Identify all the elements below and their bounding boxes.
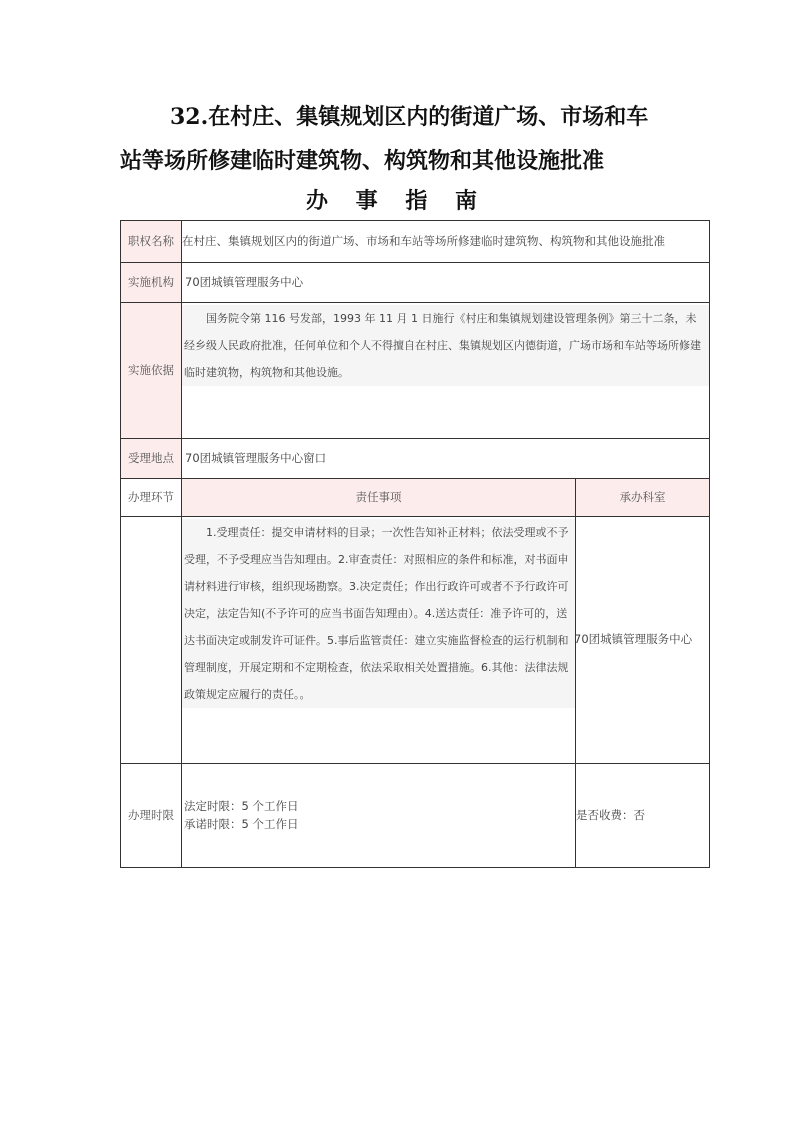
fee-text: 是否收费：否 [576,807,645,822]
promised-time-limit: 承诺时限：5 个工作日 [184,816,299,831]
row-time-limit [121,764,710,868]
row-authority-name [121,221,710,263]
process-empty-cell [121,517,182,764]
guide-table [120,220,710,868]
authority-name-value: 在村庄、集镇规划区内的街道广场、市场和车站等场所修建临时建筑物、构筑物和其他设施批准 [182,221,710,263]
document-title-line-1: 32.在村庄、集镇规划区内的街道广场、市场和车 [170,104,649,130]
row-agency [121,263,710,303]
location-value [182,439,710,479]
authority-name-label: 职权名称 [121,221,182,263]
location-label: 受理地点 [121,439,182,479]
document-subtitle: 办 事 指 南 [306,188,487,214]
agency-label: 实施机构 [121,263,182,303]
duty-cell [182,517,576,764]
duty-column-header: 责任事项 [182,479,576,517]
process-label: 办理环节 [121,479,182,517]
agency-value [182,263,710,303]
row-basis [121,303,710,439]
dept-column-header: 承办科室 [576,479,710,517]
document-title-line-2: 站等场所修建临时建筑物、构筑物和其他设施批准 [120,148,605,174]
basis-label: 实施依据 [121,303,182,439]
row-process-body [121,517,710,764]
row-location [121,439,710,479]
basis-text: 国务院令第 116 号发部，1993 年 11 月 1 日施行《村庄和集镇规划建设管理条例》第三十二条，未经乡级人民政府批准，任何单位和个人不得擅自在村庄、集镇规划区内德街道，广场市场和车站等场所修建临时建筑物，构筑物和其他设施。 [182,305,709,386]
basis-cell [182,303,710,439]
time-limit-label: 办理时限 [121,764,182,868]
dept-text: 70团城镇管理服务中心 [574,632,693,647]
agency-text: 70团城镇管理服务中心 [185,274,304,289]
dept-cell [576,517,710,764]
time-limit-cell [182,764,576,868]
row-process-header [121,479,710,517]
duty-text: 1.受理责任：提交申请材料的目录；一次性告知补正材料；依法受理或不予受理，不予受理应当告知理由。2.审查责任：对照相应的条件和标准，对书面申请材料进行审核，组织现场勘察。3.决定责任；作出行政许可或者不予行政许可决定，法定告知(不予许可的应当书面告知理由）。4.送达责任：准予许可的，送达书面决定或制发许可证件。5.事后监管责任：建立实施监督检查的运行机制和管理制度，开展定期和不定期检查，依法采取相关处置措施。6.其他：法律法规政策规定应履行的责任。。 [182,519,575,708]
location-text: 70团城镇管理服务中心窗口 [185,450,327,465]
legal-time-limit: 法定时限：5 个工作日 [184,799,299,814]
fee-cell [576,764,710,868]
